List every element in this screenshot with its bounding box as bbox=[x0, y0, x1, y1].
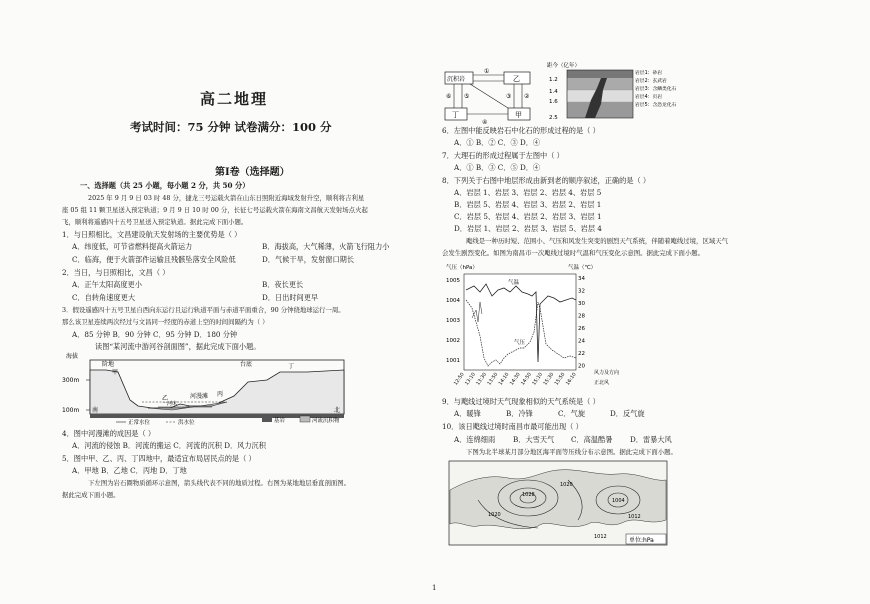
temperature-tick-label: 32 bbox=[578, 288, 585, 295]
question-8: 8．下列关于右图中地层形成由新到老的顺序叙述，正确的是（ ） bbox=[442, 176, 651, 185]
layer-2-legend: 岩层2：玄武岩 bbox=[635, 79, 667, 84]
temperature-tick-label: 28 bbox=[578, 313, 585, 320]
isobar-value: 1004 bbox=[612, 498, 625, 504]
option: A．暖锋 bbox=[454, 409, 481, 418]
passage-line: 2025 年 9 月 9 日 03 时 48 分，捷龙三号运载火箭在山东日照附近海域发射升空，顺利将吉利星 bbox=[88, 194, 365, 202]
plain-label: 台底 bbox=[240, 361, 253, 368]
temperature-ticks bbox=[578, 276, 585, 370]
south-label: 南 bbox=[92, 407, 99, 414]
node-sedimentary: 沉积岩 bbox=[447, 76, 466, 83]
page-number: 1 bbox=[432, 584, 437, 592]
process-6: ⑥ bbox=[446, 93, 452, 100]
passage-line: 飞，顺利将遥感四十五号卫星送入预定轨道。据此完成下面小题。 bbox=[62, 218, 248, 226]
time-tick-label: 15:30 bbox=[543, 372, 556, 387]
exam-info: 考试时间：75 分钟 试卷满分：100 分 bbox=[130, 120, 332, 134]
question-1: 1．与日照相比，文昌建设航天发射场的主要优势是（ ） bbox=[62, 230, 242, 239]
option: C．临海，便于火箭部件运输且残骸坠落安全风险低 bbox=[72, 255, 236, 264]
site-ding: 丁 bbox=[288, 363, 295, 370]
temperature-tick-label: 24 bbox=[578, 338, 585, 345]
section-title: 第Ⅰ卷（选择题） bbox=[215, 167, 290, 178]
option: A．正午太阳高度更小 bbox=[72, 280, 142, 289]
question-5: 5．图中甲、乙、丙、丁四地中，最适宜布局居民点的是（ ） bbox=[62, 454, 256, 463]
temperature-tick-label: 30 bbox=[578, 301, 585, 307]
passage-line: 座 05 组 11 颗卫星送入预定轨道；9 月 9 日 10 时 00 分，长征七号运载火箭在海南文昌航天发射场点火起 bbox=[62, 206, 368, 214]
pressure-ticks bbox=[446, 278, 460, 364]
option: A．纬度低，可节省燃料提高火箭运力 bbox=[72, 242, 193, 251]
time-tick-label: 14:10 bbox=[498, 372, 511, 387]
legend-flood-water: 洪水位 bbox=[178, 420, 195, 426]
wind-label: 风力及方向 bbox=[594, 370, 620, 376]
temperature-tick-label: 22 bbox=[578, 351, 585, 357]
question-2: 2．当日，与日照相比，文昌（ ） bbox=[62, 268, 170, 277]
option: B．冷锋 bbox=[506, 409, 533, 418]
node-yi: 乙 bbox=[513, 75, 520, 83]
option-row: A．① B．② C．③ D．④ bbox=[454, 138, 541, 147]
temperature-tick-label: 20 bbox=[578, 363, 585, 370]
valley-cross-section-figure bbox=[62, 352, 372, 428]
process-1: ① bbox=[484, 68, 490, 75]
site-yi: 乙 bbox=[162, 395, 169, 402]
layer-4-legend: 岩层4：页岩 bbox=[635, 95, 663, 100]
question-3-cont: 那么该卫星连续两次经过与文昌同一经度的赤道上空的时间间隔约为（ ） bbox=[62, 318, 269, 326]
process-4: ④ bbox=[482, 119, 488, 126]
time-ticks bbox=[453, 372, 578, 387]
tick-300m: 300m bbox=[62, 377, 80, 384]
tick-100m: 100m bbox=[62, 407, 80, 414]
option: C．岩层 5、岩层 4、岩层 2、岩层 3、岩层 1 bbox=[454, 212, 602, 221]
process-5: ⑤ bbox=[464, 93, 470, 100]
time-2-5: 2.5 bbox=[549, 115, 558, 121]
option: A．岩层 1、岩层 3、岩层 2、岩层 4、岩层 5 bbox=[454, 188, 602, 197]
node-jia: 甲 bbox=[515, 111, 522, 119]
option: B．夜长更长 bbox=[262, 280, 304, 289]
option-row: A．① B．③ C．⑤ D．④ bbox=[454, 163, 541, 172]
read-instruction: 下左图为岩石圈物质循环示意图，箭头线代表不同的地质过程。右图为某地地层垂直剖面图。 bbox=[88, 479, 351, 487]
river-bed-label: 一河床 bbox=[162, 401, 178, 407]
time-1-4: 1.4 bbox=[549, 89, 558, 95]
read-instruction: 下图为北半球某月部分地区海平面等压线分布示意图。据此完成下面小题。 bbox=[466, 448, 677, 456]
process-3: ③ bbox=[506, 93, 512, 100]
option: C．气旋 bbox=[558, 409, 586, 418]
page-title: 高二地理 bbox=[200, 90, 269, 108]
question-3: 3．假设遥感四十五号卫星自西向东运行且运行轨道平面与赤道平面重合，90 分钟绕地球运行一周。 bbox=[62, 306, 345, 314]
question-9: 9．与飑线过境时天气现象相似的天气系统是（ ） bbox=[442, 397, 600, 406]
temperature-axis-label: 气温（℃） bbox=[568, 265, 597, 271]
isobar-value: 1028 bbox=[522, 492, 535, 498]
pressure-series-label: 气压 bbox=[514, 340, 526, 346]
passage-line: 会发生剧烈变化。如图为南昌市一次飑线过境时气温和气压变化示意图。据此完成下面小题。 bbox=[442, 249, 705, 257]
isobar-value: 1020 bbox=[488, 512, 501, 518]
elevation-label: 海拔 bbox=[66, 353, 79, 360]
strata-axis-label: 距今（亿年） bbox=[547, 63, 581, 69]
unit-label: 单位:hPa bbox=[629, 537, 654, 544]
passage-line: 飑线是一种历时短、范围小、气压和风发生突变的剧烈天气系统，伴随着飑线过境，区域天气 bbox=[466, 237, 729, 245]
read-instruction: 读图“某河流中游河谷剖面图”，据此完成下面小题。 bbox=[95, 342, 261, 351]
squall-line-chart bbox=[444, 262, 624, 392]
option-row: A．85 分钟 B．90 分钟 C．95 分钟 D．180 分钟 bbox=[72, 330, 238, 339]
option: D．气候干旱，发射窗口期长 bbox=[262, 255, 355, 264]
time-tick-label: 13:30 bbox=[476, 372, 489, 387]
layer-3-legend: 岩层3：含鳞类化石 bbox=[635, 87, 677, 92]
pressure-axis-label: 气压（hPa） bbox=[446, 265, 478, 271]
rock-cycle-diagram bbox=[442, 66, 542, 126]
isobar-value: 1012 bbox=[628, 514, 641, 520]
pressure-tick-label: 1003 bbox=[446, 318, 460, 324]
temperature-tick-label: 34 bbox=[578, 276, 585, 282]
option: D．日出时间更早 bbox=[262, 293, 319, 302]
strata-profile-diagram bbox=[545, 60, 680, 122]
isobar-map bbox=[448, 460, 668, 546]
time-tick-label: 16:10 bbox=[565, 372, 578, 387]
time-tick-label: 14:50 bbox=[520, 372, 533, 387]
time-tick-label: 13:50 bbox=[487, 372, 500, 387]
time-tick-label: 15:50 bbox=[554, 372, 567, 387]
north-wind-label: 正北风 bbox=[594, 380, 610, 386]
question-10: 10．该日飑线过境时南昌市最可能出现（ ） bbox=[442, 422, 583, 431]
legend-bedrock: 基岩 bbox=[274, 418, 286, 424]
time-tick-label: 12:50 bbox=[453, 372, 466, 387]
time-tick-label: 15:10 bbox=[532, 372, 545, 387]
node-ding: 丁 bbox=[452, 111, 459, 119]
time-tick-label: 13:10 bbox=[464, 372, 477, 387]
option-row: A．甲地 B．乙地 C．丙地 D．丁地 bbox=[72, 466, 187, 475]
question-4: 4．图中河漫滩的成因是（ ） bbox=[62, 429, 156, 438]
option: B．海拔高，大气稀薄，火箭飞行阻力小 bbox=[262, 242, 390, 251]
pressure-tick-label: 1002 bbox=[446, 338, 460, 344]
option: D．雷暴大风 bbox=[630, 435, 672, 444]
layer-5-legend: 岩层5：含恐龙化石 bbox=[635, 103, 677, 108]
pressure-tick-label: 1005 bbox=[446, 278, 460, 284]
site-bing: 丙 bbox=[217, 391, 224, 398]
question-6: 6．左图中能反映岩石中化石的形成过程的是（ ） bbox=[442, 126, 600, 135]
site-jia: 甲 bbox=[112, 369, 119, 376]
option: B．岩层 5、岩层 4、岩层 3、岩层 2、岩层 1 bbox=[454, 200, 602, 209]
option: C．高温酷暑 bbox=[571, 435, 613, 444]
read-instruction: 据此完成下面小题。 bbox=[62, 491, 120, 499]
isobar-value: 1012 bbox=[594, 534, 607, 540]
time-1-6: 1.6 bbox=[549, 99, 558, 105]
layer-1-legend: 岩层1：砂岩 bbox=[635, 71, 663, 76]
floodplain-label: 河漫滩 bbox=[190, 393, 209, 400]
process-2: ② bbox=[524, 93, 530, 100]
time-tick-label: 14:30 bbox=[509, 372, 522, 387]
isobar-value: 1020 bbox=[560, 482, 573, 488]
option-row: A．河流的侵蚀 B．河流的搬运 C．河流的沉积 D．风力沉积 bbox=[72, 441, 266, 450]
part-heading: 一、选择题（共 25 小题，每小题 2 分，共 50 分） bbox=[80, 181, 250, 190]
pressure-tick-label: 1001 bbox=[446, 358, 460, 364]
pressure-tick-label: 1004 bbox=[446, 298, 460, 304]
option: C．自转角速度更大 bbox=[72, 293, 136, 302]
time-1-2: 1.2 bbox=[549, 77, 558, 83]
option: D．反气旋 bbox=[610, 409, 645, 418]
legend-normal-water: 正常水位 bbox=[128, 420, 151, 426]
temperature-tick-label: 26 bbox=[578, 326, 585, 332]
option: A．连绵细雨 bbox=[454, 435, 496, 444]
option: B．大雪天气 bbox=[513, 435, 555, 444]
temperature-series-label: 气温 bbox=[508, 280, 520, 286]
question-7: 7．大理石的形成过程属于左图中（ ） bbox=[442, 151, 564, 160]
north-label: 北 bbox=[334, 407, 341, 414]
legend-sediment: 河流沉积物 bbox=[312, 418, 340, 424]
option: D．岩层 1、岩层 2、岩层 3、岩层 5、岩层 4 bbox=[454, 224, 602, 233]
terrace-label: 阶地 bbox=[102, 361, 115, 368]
